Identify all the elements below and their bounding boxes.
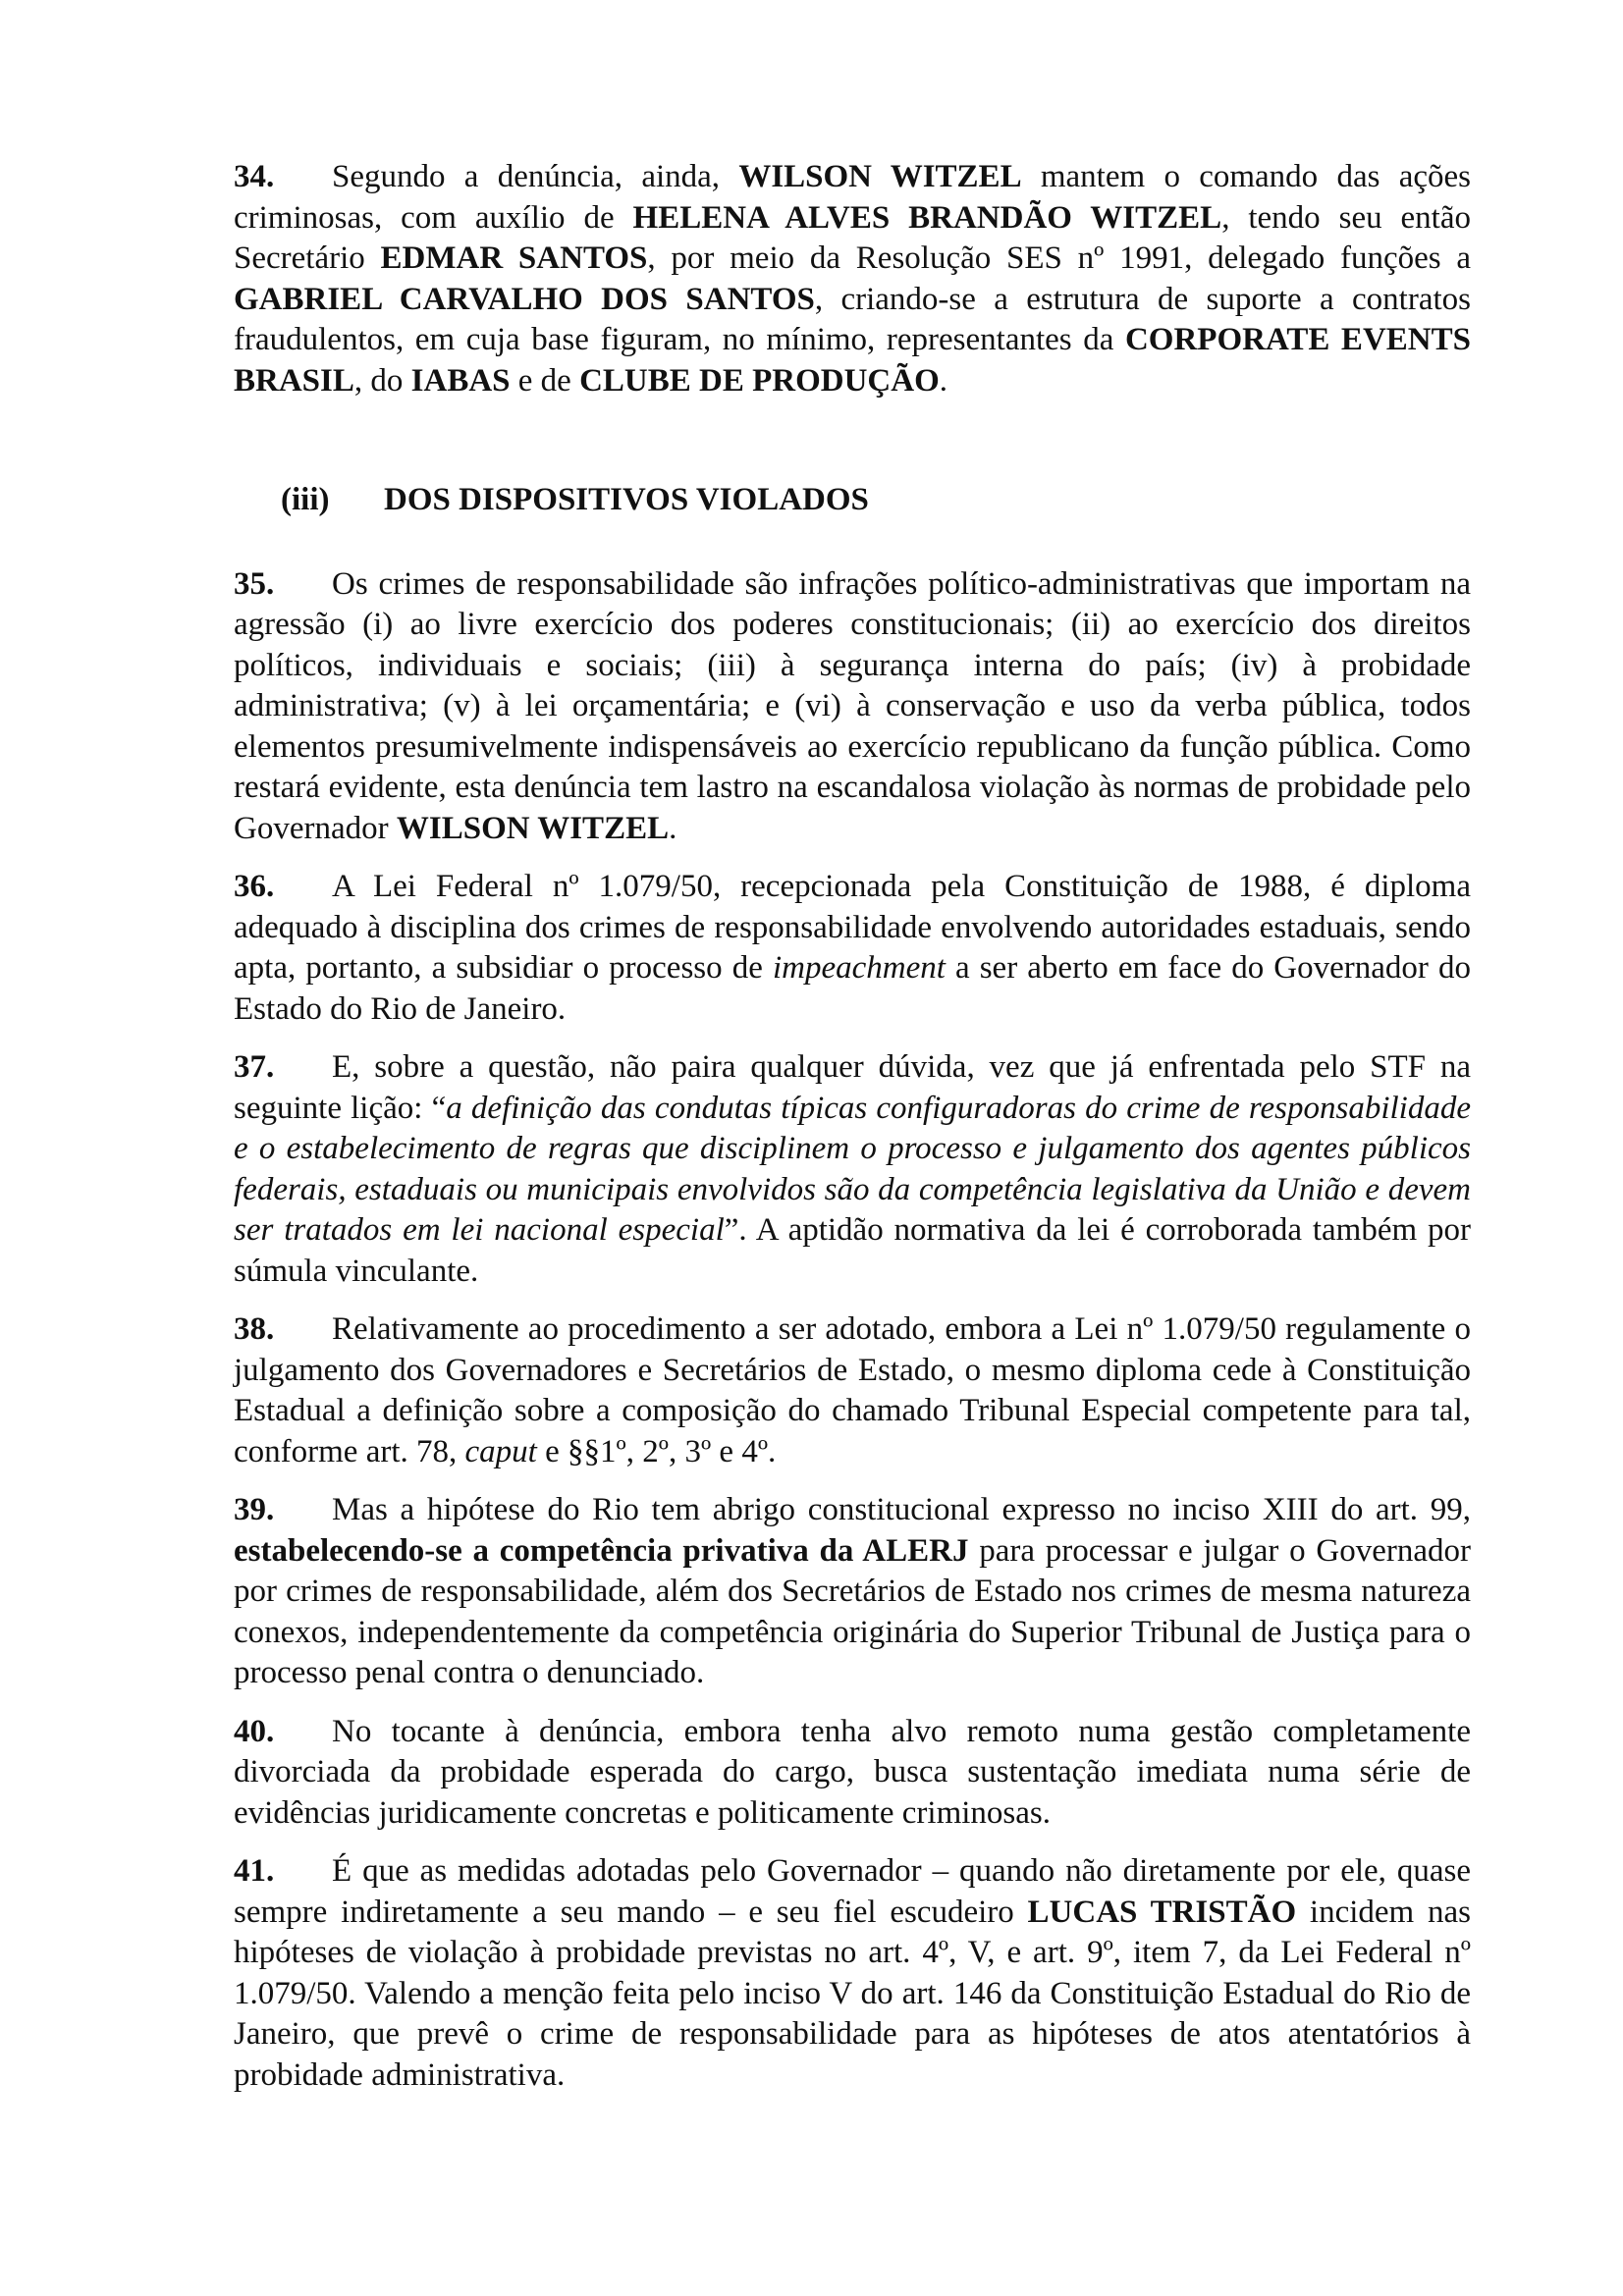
paragraph-40	[234, 1712, 1471, 1835]
paragraph-text: Os crimes de responsabilidade são infrações político-administrativas que importam na agressão (i) ao livre exercício dos poderes constitucionais; (ii) ao exercício dos direitos políticos, individuais e sociais; (iii) à segurança interna do país; (iv) à probidade administrativa; (v) à lei orçamentária; e (vi) à conservação e uso da verba pública, todos elementos presumivelmente indispensáveis ao exercício republicano da função pública. Como restará evidente, esta denúncia tem lastro na escandalosa violação às normas de probidade pelo Governador	[234, 565, 1471, 846]
bold-phrase: estabelecendo-se a competência privativa da ALERJ	[234, 1532, 969, 1569]
paragraph-text: No tocante à denúncia, embora tenha alvo remoto numa gestão completamente divorciada da probidade esperada do cargo, busca sustentação imediata numa série de evidências juridicamente concretas e politicamente criminosas.	[234, 1713, 1471, 1831]
paragraph-38	[234, 1309, 1471, 1472]
paragraph-text: E, sobre a questão, não paira qualquer dúvida, vez que já enfrentada pelo STF na seguinte lição: “	[234, 1049, 1471, 1126]
italic-term: caput	[464, 1433, 537, 1469]
bold-name: HELENA ALVES BRANDÃO WITZEL	[632, 199, 1222, 236]
paragraph-number: 35.	[234, 565, 275, 602]
paragraph-number: 38.	[234, 1311, 275, 1347]
paragraph-text: Segundo a denúncia, ainda,	[332, 159, 739, 194]
bold-name: GABRIEL CARVALHO DOS SANTOS	[234, 281, 815, 317]
paragraph-34	[234, 157, 1471, 401]
paragraph-41	[234, 1851, 1471, 2096]
bold-name: LUCAS TRISTÃO	[1027, 1894, 1297, 1930]
bold-name: EDMAR SANTOS	[380, 240, 648, 276]
paragraph-text: A Lei Federal nº 1.079/50, recepcionada pela Constituição de 1988, é diploma adequado à disciplina dos crimes de responsabilidade envolvendo autoridades estaduais, sendo apta, portanto, a subsidiar o processo de	[234, 869, 1471, 986]
paragraph-text: , por meio da Resolução SES nº 1991, delegado funções a	[647, 240, 1472, 276]
section-heading	[234, 480, 1471, 521]
paragraph-number: 40.	[234, 1713, 275, 1749]
bold-name: CLUBE DE PRODUÇÃO	[579, 362, 940, 399]
paragraph-35	[234, 564, 1471, 850]
bold-name: WILSON WITZEL	[396, 810, 670, 846]
bold-name: WILSON WITZEL	[738, 159, 1022, 194]
paragraph-number: 37.	[234, 1049, 275, 1085]
paragraph-text: mantem o comando das ações criminosas, com auxílio de	[234, 159, 1471, 236]
paragraph-text: incidem nas hipóteses de violação à probidade previstas no art. 4º, V, e art. 9º, item 7, da Lei Federal nº 1.079/50. Valendo a menção feita pelo inciso V do art. 146 da Constituição Estadual do Rio de Janeiro, que prevê o crime de responsabilidade para as hipóteses de atos atentatórios à probidade administrativa.	[234, 1894, 1471, 2093]
paragraph-text: ”. A aptidão normativa da lei é corroborada também por súmula vinculante.	[234, 1212, 1472, 1289]
paragraph-36	[234, 867, 1471, 1030]
paragraph-number: 41.	[234, 1853, 275, 1889]
section-title: DOS DISPOSITIVOS VIOLADOS	[384, 482, 869, 517]
paragraph-number: 34.	[234, 159, 275, 194]
paragraph-number: 39.	[234, 1492, 275, 1527]
spacer	[234, 419, 1471, 480]
paragraph-text: Relativamente ao procedimento a ser adotado, embora a Lei nº 1.079/50 regulamente o julgamento dos Governadores e Secretários de Estado, o mesmo diploma cede à Constituição Estadual a definição sobre a composição do chamado Tribunal Especial competente para tal, conforme art. 78,	[234, 1311, 1471, 1469]
paragraph-text: , criando-se a estrutura de suporte a contratos fraudulentos, em cuja base figuram, no mínimo, representantes da	[234, 281, 1471, 357]
paragraph-text: , tendo seu então Secretário	[234, 199, 1471, 276]
paragraph-text: .	[669, 810, 677, 846]
paragraph-text: .	[939, 362, 948, 399]
paragraph-number: 36.	[234, 869, 275, 904]
paragraph-text: a ser aberto em face do Governador do Estado do Rio de Janeiro.	[234, 950, 1471, 1027]
italic-quote: a definição das condutas típicas configuradoras do crime de responsabilidade e o estabelecimento de regras que disciplinem o processo e julgamento dos agentes públicos federais, estaduais ou municipais envolvidos são da competência legislativa da União e devem ser tratados em lei nacional especial	[234, 1090, 1471, 1248]
paragraph-text: É que as medidas adotadas pelo Governador – quando não diretamente por ele, quase sempre indiretamente a seu mando – e seu fiel escudeiro	[234, 1853, 1471, 1930]
bold-name: CORPORATE EVENTS BRASIL	[234, 322, 1471, 399]
paragraph-text: para processar e julgar o Governador por crimes de responsabilidade, além dos Secretários de Estado nos crimes de mesma natureza conexos, independentemente da competência originária do Superior Tribunal de Justiça para o processo penal contra o denunciado.	[234, 1532, 1471, 1690]
bold-name: IABAS	[410, 362, 511, 399]
paragraph-39	[234, 1490, 1471, 1694]
spacer	[234, 521, 1471, 564]
document-body	[234, 157, 1471, 2113]
section-number: (iii)	[281, 482, 330, 517]
paragraph-37	[234, 1047, 1471, 1292]
paragraph-text: , do	[353, 362, 411, 399]
paragraph-text: e §§1º, 2º, 3º e 4º.	[536, 1433, 777, 1469]
paragraph-text: e de	[510, 362, 580, 399]
paragraph-text: Mas a hipótese do Rio tem abrigo constitucional expresso no inciso XIII do art. 99,	[332, 1492, 1471, 1527]
italic-term: impeachment	[772, 950, 946, 986]
